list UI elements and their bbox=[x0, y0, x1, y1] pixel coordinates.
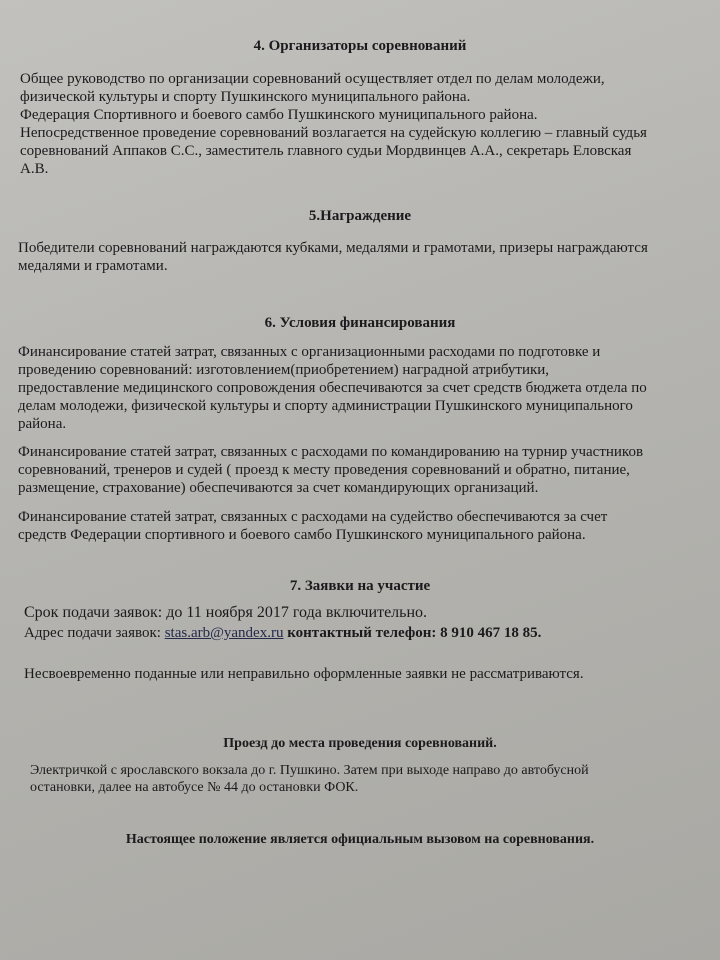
sec5-line: медалями и грамотами. bbox=[18, 258, 168, 274]
sec6-p1-line: проведению соревнований: изготовлением(приобретением) наградной атрибутики, bbox=[18, 362, 550, 378]
sec4-line: соревнований Аппаков С.С., заместитель главного судьи Мордвинцев А.А., секретарь Еловская bbox=[20, 143, 632, 159]
sec6-p1-line: предоставление медицинского сопровождения обеспечиваются за счет средств бюджета отдела по bbox=[18, 380, 647, 396]
email-link[interactable]: stas.arb@yandex.ru bbox=[164, 625, 284, 641]
sec4-line: физической культуры и спорту Пушкинского муниципального района. bbox=[20, 89, 471, 105]
section-7-heading: 7. Заявки на участие bbox=[289, 578, 431, 594]
sec4-line: Федерация Спортивного и боевого самбо Пушкинского муниципального района. bbox=[20, 107, 538, 123]
sec6-p1-line: района. bbox=[18, 416, 67, 432]
sec4-line: Общее руководство по организации соревнований осуществляет отдел по делам молодежи, bbox=[20, 71, 605, 87]
sec6-p1-line: Финансирование статей затрат, связанных с организационными расходами по подготовке и bbox=[18, 344, 601, 360]
sec6-p2-line: соревнований, тренеров и судей ( проезд к месту проведения соревнований и обратно, питание, bbox=[18, 462, 630, 478]
phone-text: контактный телефон: 8 910 467 18 85. bbox=[283, 625, 542, 641]
sec4-line: Непосредственное проведение соревнований возлагается на судейскую коллегию – главный судья bbox=[20, 125, 647, 141]
sec6-p1-line: делам молодежи, физической культуры и спорту администрации Пушкинского муниципального bbox=[18, 398, 633, 414]
section-5-heading: 5.Награждение bbox=[308, 208, 412, 224]
travel-line: остановки, далее на автобусе № 44 до остановки ФОК. bbox=[30, 780, 359, 795]
section-4-heading: 4. Организаторы соревнований bbox=[253, 38, 467, 54]
closing-statement: Настоящее положение является официальным вызовом на соревнования. bbox=[125, 832, 595, 847]
sec6-p3-line: средств Федерации спортивного и боевого самбо Пушкинского муниципального района. bbox=[18, 527, 586, 543]
section-6-heading: 6. Условия финансирования bbox=[264, 315, 456, 331]
sec5-line: Победители соревнований награждаются кубками, медалями и грамотами, призеры награждаются bbox=[18, 240, 648, 256]
late-applications-note: Несвоевременно поданные или неправильно оформленные заявки не рассматриваются. bbox=[24, 666, 584, 682]
sec6-p2-line: размещение, страхование) обеспечиваются за счет командирующих организаций. bbox=[18, 480, 539, 496]
address-label: Адрес подачи заявок: bbox=[24, 625, 165, 641]
travel-line: Электричкой с ярославского вокзала до г. Пушкино. Затем при выходе направо до автобусной bbox=[30, 763, 589, 778]
sec6-p2-line: Финансирование статей затрат, связанных с расходами по командированию на турнир участников bbox=[18, 444, 644, 460]
address-line bbox=[24, 625, 541, 642]
sec6-p3-line: Финансирование статей затрат, связанных с расходами на судейство обеспечиваются за счет bbox=[18, 509, 608, 525]
deadline-text: Срок подачи заявок: до 11 ноября 2017 года включительно. bbox=[24, 604, 428, 621]
travel-heading: Проезд до места проведения соревнований. bbox=[223, 736, 497, 751]
sec4-line: А.В. bbox=[20, 161, 49, 177]
